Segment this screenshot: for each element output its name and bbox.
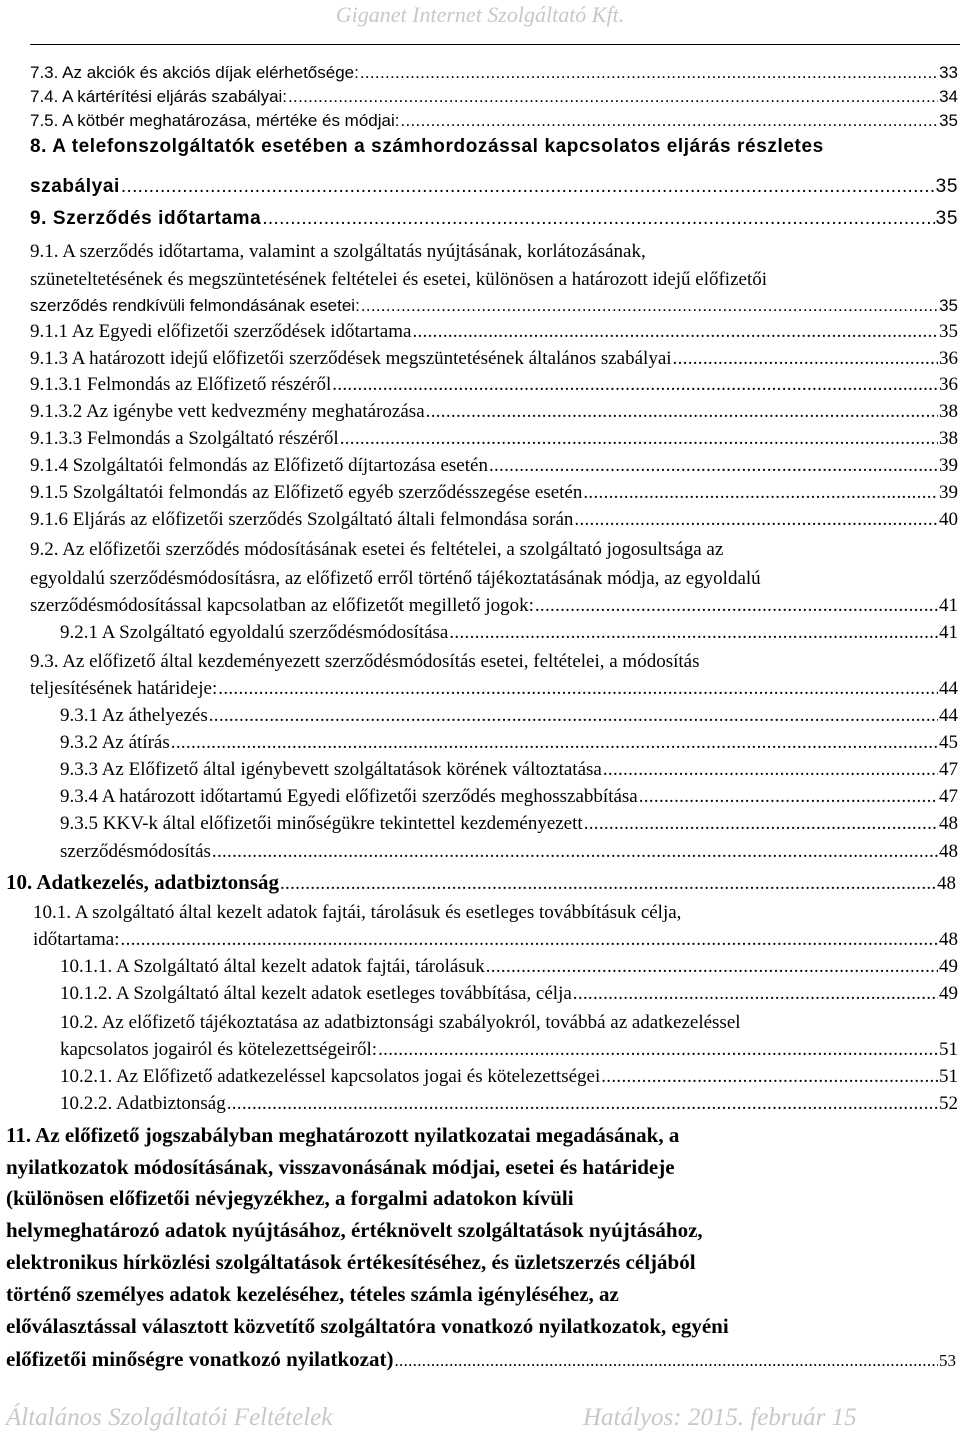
toc-entry[interactable]: 7.5. A kötbér meghatározása, mértéke és módjai: ..... 35 (30, 109, 958, 133)
toc-entry[interactable]: szerződés rendkívüli felmondásának esetei: ..... 35 (30, 294, 958, 318)
toc-entry[interactable]: 7.3. Az akciók és akciós díjak elérhetősége: ..... 33 (30, 61, 958, 85)
footer-effective-date: Hatályos: 2015. február 15 (583, 1404, 857, 1431)
toc-entry[interactable]: kapcsolatos jogairól és kötelezettségeiről: ..... 51 (60, 1038, 958, 1062)
toc-entry[interactable]: 9.1.3.1 Felmondás az Előfizető részéről ..... 36 (30, 373, 958, 397)
toc-entry[interactable]: 9.1.3.2 Az igénybe vett kedvezmény meghatározása ..... 38 (30, 400, 958, 424)
toc-entry[interactable]: időtartama: ..... 48 (33, 928, 958, 952)
toc-entry[interactable]: 9.1.1 Az Egyedi előfizetői szerződések időtartama ..... 35 (30, 320, 958, 344)
toc-entry[interactable]: 9.3.5 KKV-k által előfizetői minőségükre tekintettel kezdeményezett ..... 48 (60, 812, 958, 836)
toc-entry[interactable]: 9.1.3.3 Felmondás a Szolgáltató részéről ..... 38 (30, 427, 958, 451)
toc-entry[interactable]: 10.1.2. A Szolgáltató által kezelt adatok esetleges továbbítása, célja ..... 49 (60, 982, 958, 1006)
toc-entry[interactable]: 9.1.6 Eljárás az előfizetői szerződés Szolgáltató általi felmondása során ..... 40 (30, 508, 958, 532)
toc-entry[interactable]: 10.1. A szolgáltató által kezelt adatok fajtái, tárolásuk és esetleges továbbításuk célja, (33, 902, 682, 923)
toc-entry[interactable]: 9.3.2 Az átírás ..... 45 (60, 731, 958, 755)
toc-entry[interactable]: 10.1.1. A Szolgáltató által kezelt adatok fajtái, tárolásuk ..... 49 (60, 955, 958, 979)
header-divider (30, 44, 960, 45)
toc-entry[interactable]: 9. Szerződés időtartama ..... 35 (30, 207, 958, 231)
toc-entry[interactable]: történő személyes adatok kezeléséhez, tételes számla igényléséhez, az (6, 1282, 619, 1306)
toc-entry[interactable]: 9.2. Az előfizetői szerződés módosításának esetei és feltételei, a szolgáltató jogosultsága az (30, 539, 724, 560)
toc-entry[interactable]: szerződésmódosítás ..... 48 (60, 840, 958, 864)
toc-entry[interactable]: 8. A telefonszolgáltatók esetében a számhordozással kapcsolatos eljárás részletes (30, 136, 824, 157)
toc-entry[interactable]: 9.1.3 A határozott idejű előfizetői szerződések megszüntetésének általános szabályai ..... 36 (30, 347, 958, 371)
toc-entry[interactable]: 11. Az előfizető jogszabályban meghatározott nyilatkozatai megadásának, a (6, 1123, 680, 1147)
toc-entry[interactable]: szerződésmódosítással kapcsolatban az előfizetőt megillető jogok: ..... 41 (30, 594, 958, 618)
toc-entry[interactable]: előválasztással választott közvetítő szolgáltatóra vonatkozó nyilatkozatok, egyéni (6, 1314, 729, 1338)
toc-entry[interactable]: 9.3.1 Az áthelyezés ..... 44 (60, 704, 958, 728)
toc-entry[interactable]: 9.2.1 A Szolgáltató egyoldalú szerződésmódosítása ..... 41 (60, 621, 958, 645)
document-header: Giganet Internet Szolgáltató Kft. (335, 2, 625, 27)
toc-entry[interactable]: 10.2.2. Adatbiztonság ..... 52 (60, 1092, 958, 1116)
toc-entry[interactable]: teljesítésének határideje: ..... 44 (30, 677, 958, 701)
toc-entry[interactable]: helymeghatározó adatok nyújtásához, értéknövelt szolgáltatások nyújtásához, (6, 1218, 703, 1242)
toc-entry[interactable]: 10.2. Az előfizető tájékoztatása az adatbiztonsági szabályokról, továbbá az adatkezeléssel (60, 1012, 741, 1033)
toc-entry[interactable]: 7.4. A kártérítési eljárás szabályai: ..... 34 (30, 85, 958, 109)
toc-entry[interactable]: 9.3. Az előfizető által kezdeményezett szerződésmódosítás esetei, feltételei, a módosítás (30, 651, 700, 672)
toc-entry[interactable]: elektronikus hírközlési szolgáltatások értékesítéséhez, és üzletszerzés céljából (6, 1250, 696, 1274)
toc-entry[interactable]: szabályai ..... 35 (30, 175, 958, 199)
toc-entry[interactable]: 9.3.3 Az Előfizető által igénybevett szolgáltatások körének változtatása ..... 47 (60, 758, 958, 782)
toc-entry[interactable]: 9.3.4 A határozott időtartamú Egyedi előfizetői szerződés meghosszabbítása ..... 47 (60, 785, 958, 809)
toc-entry[interactable]: 9.1.5 Szolgáltatói felmondás az Előfizető egyéb szerződésszegése esetén ..... 39 (30, 481, 958, 505)
footer-document-title: Általános Szolgáltatói Feltételek (6, 1404, 333, 1431)
toc-entry[interactable]: 10.2.1. Az Előfizető adatkezeléssel kapcsolatos jogai és kötelezettségei ..... 51 (60, 1065, 958, 1089)
toc-entry[interactable]: szüneteltetésének és megszüntetésének feltételei és esetei, különösen a határozott idejű előfizetői (30, 269, 768, 290)
toc-entry[interactable]: egyoldalú szerződésmódosításra, az előfizető erről történő tájékoztatásának módja, az egyoldalú (30, 568, 761, 589)
toc-entry[interactable]: nyilatkozatok módosításának, visszavonásának módjai, esetei és határideje (6, 1155, 675, 1179)
toc-entry[interactable]: előfizetői minőségre vonatkozó nyilatkozat) ..... 53 (6, 1345, 956, 1373)
toc-entry[interactable]: 10. Adatkezelés, adatbiztonság ..... 48 (6, 870, 956, 894)
toc-entry[interactable]: (különösen előfizetői névjegyzékhez, a forgalmi adatokon kívüli (6, 1186, 574, 1210)
toc-entry[interactable]: 9.1.4 Szolgáltatói felmondás az Előfizető díjtartozása esetén ..... 39 (30, 454, 958, 478)
toc-entry[interactable]: 9.1. A szerződés időtartama, valamint a szolgáltatás nyújtásának, korlátozásának, (30, 241, 646, 262)
